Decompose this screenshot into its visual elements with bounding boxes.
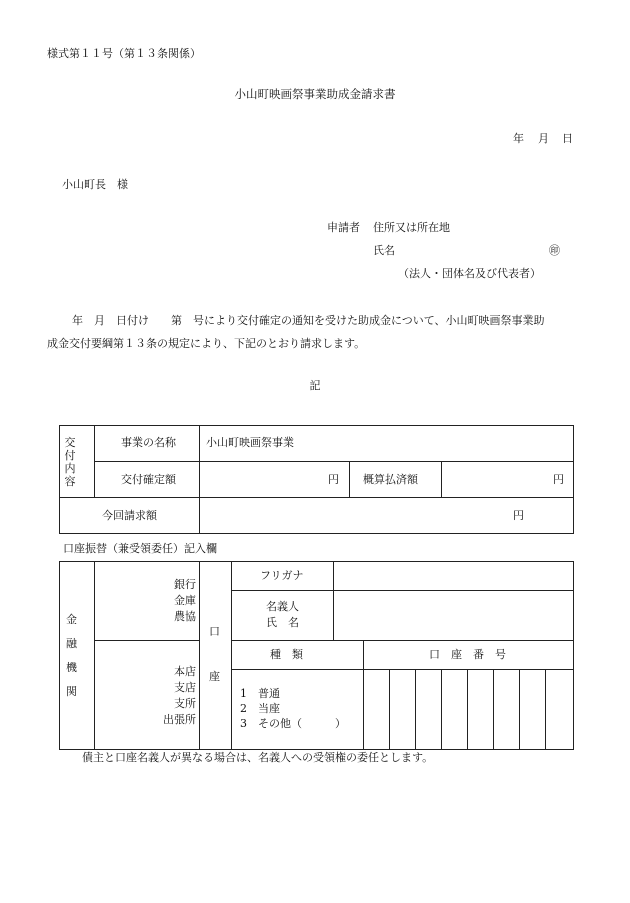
applicant-note: （法人・団体名及び代表者） bbox=[398, 267, 541, 280]
financial-label-4: 関 bbox=[66, 685, 77, 698]
bank-type-shinkin: 金庫 bbox=[174, 594, 196, 607]
branch-type-branch: 支店 bbox=[174, 681, 196, 694]
financial-label-2: 融 bbox=[66, 637, 77, 650]
footnote: 債主と口座名義人が異なる場合は、名義人への受領権の委任とします。 bbox=[82, 751, 434, 764]
project-name-label: 事業の名称 bbox=[121, 436, 176, 449]
seal-mark: ㊞ bbox=[549, 244, 560, 257]
date-day: 日 bbox=[562, 132, 573, 145]
date-year: 年 bbox=[513, 132, 524, 145]
account-type-current: 2 当座 bbox=[240, 702, 280, 715]
branch-type-head: 本店 bbox=[174, 665, 196, 678]
current-request-label: 今回請求額 bbox=[102, 509, 157, 522]
account-label-1: 口 bbox=[209, 625, 220, 638]
account-number-label: 口 座 番 号 bbox=[429, 648, 506, 661]
advance-paid-yen: 円 bbox=[553, 473, 564, 486]
body-line-1: 年 月 日付け 第 号により交付確定の通知を受けた助成金について、小山町映画祭事業助 bbox=[72, 314, 545, 327]
document-title: 小山町映画祭事業助成金請求書 bbox=[234, 87, 396, 101]
bank-type-bank: 銀行 bbox=[174, 578, 196, 591]
project-name-value: 小山町映画祭事業 bbox=[206, 436, 294, 449]
branch-type-office: 支所 bbox=[174, 697, 196, 710]
bank-type-nokyo: 農協 bbox=[174, 610, 196, 623]
confirmed-amount-label: 交付確定額 bbox=[121, 473, 176, 486]
account-label-2: 座 bbox=[209, 670, 220, 683]
branch-type-sub-office: 出張所 bbox=[163, 713, 196, 726]
applicant-label: 申請者 bbox=[327, 221, 360, 234]
holder-label-1: 名義人 bbox=[266, 600, 299, 613]
form-number: 様式第１１号（第１３条関係） bbox=[47, 47, 201, 60]
account-type-ordinary: 1 普通 bbox=[240, 687, 280, 700]
holder-label-2: 氏 名 bbox=[266, 616, 299, 629]
addressee: 小山町長 様 bbox=[62, 178, 128, 191]
body-line-2: 成金交付要綱第１３条の規定により、下記のとおり請求します。 bbox=[47, 337, 366, 350]
financial-label-3: 機 bbox=[66, 661, 77, 674]
current-request-yen: 円 bbox=[513, 509, 524, 522]
ki-heading: 記 bbox=[309, 379, 321, 392]
transfer-heading: 口座振替（兼受領委任）記入欄 bbox=[63, 542, 217, 555]
advance-paid-label: 概算払済額 bbox=[363, 473, 418, 486]
applicant-address-label: 住所又は所在地 bbox=[373, 221, 450, 234]
date-month: 月 bbox=[538, 132, 549, 145]
furigana-label: フリガナ bbox=[260, 569, 304, 582]
account-type-other: 3 その他（ ） bbox=[240, 717, 346, 730]
financial-label-1: 金 bbox=[66, 613, 77, 626]
grant-content-label: 交付内容 bbox=[64, 436, 76, 488]
confirmed-amount-yen: 円 bbox=[328, 473, 339, 486]
account-type-label: 種 類 bbox=[270, 648, 303, 661]
applicant-name-label: 氏名 bbox=[373, 244, 395, 257]
